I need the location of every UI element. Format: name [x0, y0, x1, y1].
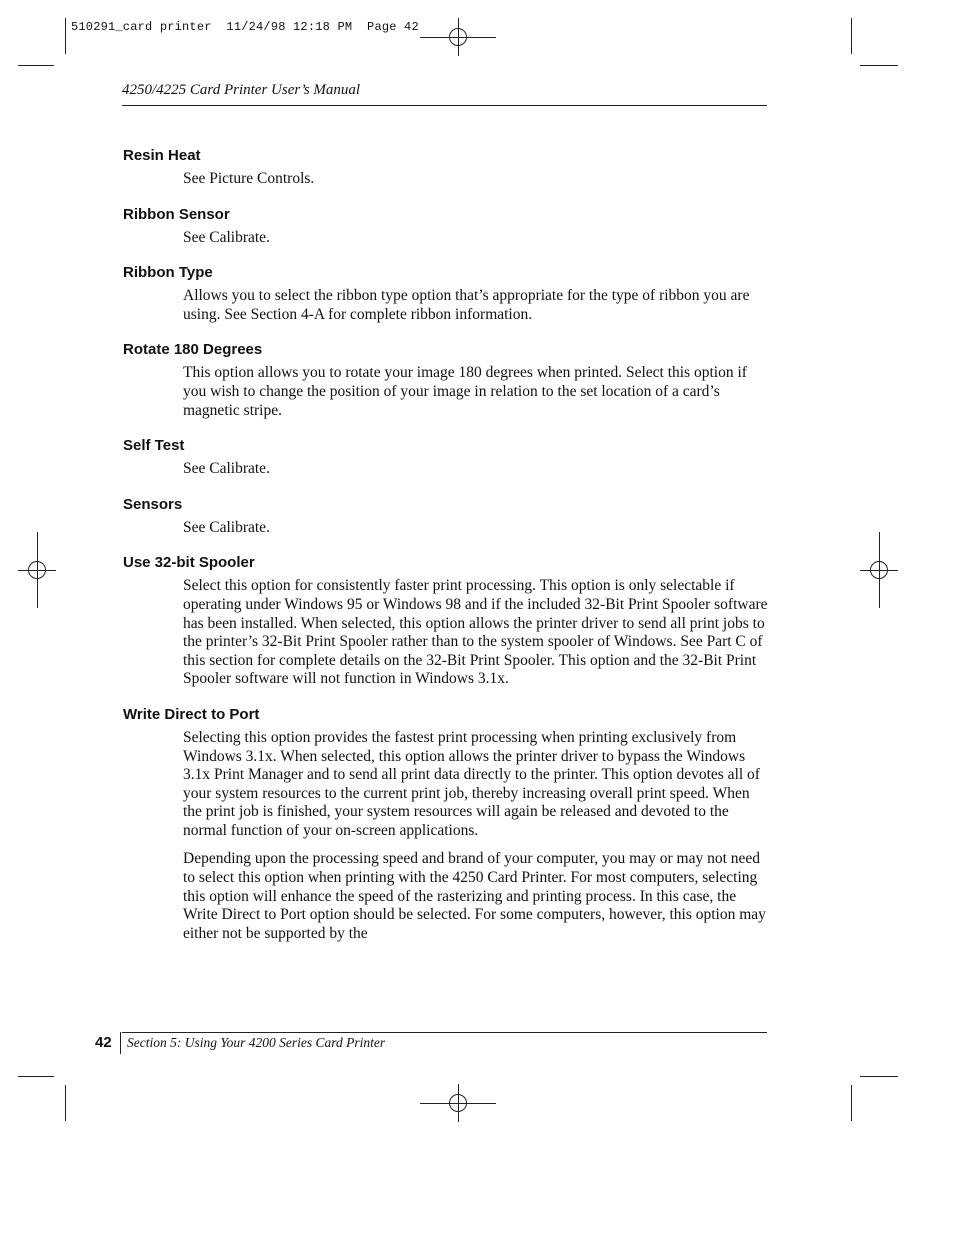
entry-term: Sensors [123, 495, 183, 513]
entry-description: Select this option for consistently faster print processing. This option is only selectable if operating under Windows 95 or Windows 98 and if the included 32-Bit Print Spooler software has been installed. When selected, this option allows the printer driver to send all print jobs to the printer’s 32-Bit Print Spooler rather than to the system spooler of Windows. See Part C of this section for complete details on the 32-Bit Print Spooler. This option and the 32-Bit Print Spooler software will not function in Windows 3.1x. [183, 577, 768, 688]
entry-term: Self Test [123, 437, 185, 455]
footer-rule [122, 1032, 767, 1033]
glossary-entries [123, 147, 768, 960]
entry-self-test [123, 437, 768, 479]
page-number: 42 [95, 1034, 112, 1051]
header-rule [122, 105, 767, 106]
entry-resin-heat [123, 147, 768, 189]
footer-section-title: Section 5: Using Your 4200 Series Card Printer [127, 1035, 386, 1050]
entry-term: Rotate 180 Degrees [123, 341, 263, 359]
entry-use-32-bit-spooler [123, 554, 768, 689]
entry-description: This option allows you to rotate your image 180 degrees when printed. Select this option if you wish to change the position of your image in relation to the set location of a card’s magnetic stripe. [183, 364, 747, 419]
entry-term: Resin Heat [123, 147, 201, 164]
entry-description: See Calibrate. [183, 460, 270, 478]
entry-write-direct-to-port [123, 706, 768, 944]
entry-description: Depending upon the processing speed and brand of your computer, you may or may not need to select this option when printing with the 4250 Card Printer. For most computers, selecting this option will enhance the speed of the rasterizing and printing process. In this case, the Write Direct to Port option should be selected. For some computers, however, this option may either not be supported by the [183, 850, 766, 942]
entry-rotate-180-degrees [123, 341, 768, 420]
entry-description: See Picture Controls. [183, 170, 315, 187]
entry-sensors [123, 496, 768, 538]
entry-ribbon-type [123, 264, 768, 324]
entry-ribbon-sensor [123, 206, 768, 248]
entry-description: See Calibrate. [183, 228, 270, 246]
running-head: 4250/4225 Card Printer User’s Manual [122, 82, 361, 98]
entry-description: Selecting this option provides the fastest print processing when printing exclusively from Windows 3.1x. When selected, this option allows the printer driver to bypass the Windows 3.1x Print Manager and to send all print data directly to the printer. This option devotes all of your system resources to the current print job, thereby increasing overall print speed. When the print job is finished, your system resources will again be released and devoted to the normal function of your on-screen applications. [183, 728, 760, 839]
entry-term: Use 32-bit Spooler [123, 554, 255, 572]
print-slug: 510291_card printer 11/24/98 12:18 PM Page 42 [71, 20, 419, 34]
entry-term: Ribbon Type [123, 264, 213, 282]
entry-description: See Calibrate. [183, 518, 270, 536]
entry-term: Ribbon Sensor [123, 205, 230, 223]
entry-description: Allows you to select the ribbon type option that’s appropriate for the type of ribbon you are using. See Section 4-A for complete ribbon information. [183, 287, 750, 323]
entry-term: Write Direct to Port [123, 705, 260, 723]
footer-separator [120, 1032, 121, 1054]
